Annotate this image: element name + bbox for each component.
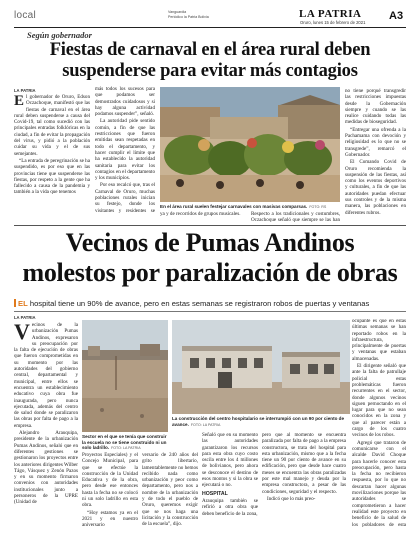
deck-rule (14, 311, 406, 312)
story2-photo1 (82, 320, 168, 432)
story1-col1 (14, 94, 90, 214)
story2-headline (14, 228, 406, 288)
page-number: A3 (389, 10, 404, 22)
photo-credit: FOTO: LA PATRIA (111, 446, 141, 451)
story1-headline (14, 40, 406, 82)
paragraph: El dirigente señaló que ante la falta de patrullaje policial estas problemáticas fueron recurrentes en el sector, donde algunos vecinos siguen pernoctando en el lugar para que no sean conocidos en la zona y que al parecer están a cargo de los cuatro vecinos de los robos. (352, 363, 406, 439)
story2-photo2-caption (172, 416, 350, 428)
story1-col3 (160, 211, 246, 223)
paragraph: más todos los sucesos para que podamos ser demostrados cuidadosos y si hay alguna actividad podamos suspender”, señaló. (95, 86, 155, 118)
story2-drop-cap: V (14, 322, 30, 344)
story1-headline-line1: Fiestas de carnaval en el área rural deben (49, 40, 371, 60)
story1-kicker: Según gobernador (27, 30, 92, 40)
paragraph: ya y de recorridos de grupos musicales. (160, 211, 241, 217)
paragraph: Indicó que lo más preo- (267, 495, 316, 502)
empty-lot-image (82, 320, 168, 432)
paragraph: “Hoy estamos ya en el 2021 y en nuestro aniversario (82, 509, 138, 528)
story2-col3 (142, 452, 198, 528)
story1-col4 (251, 211, 340, 223)
paragraph: ocupante es que en estas últimas semanas se han reportado robos en la infraestructura, principalmente de puertas y ventanas que estaban almacenadas. (352, 318, 406, 362)
caption-text: Sector en el que se tenía que construir la escuela no se tiene construido ni un solo ladrillo. (82, 434, 167, 451)
paragraph: Agregó que trataron de comunicarse con el alcalde David Choque para hacerle conocer esta preocupación, pero hasta la fecha no recibieron respuesta, por lo que no descartan hacer algunas movilizaciones porque las autoridades se comprometieron a hacer realidad este proyecto en beneficio de la salud de los pobladores de esta (352, 439, 406, 528)
paragraph: Señaló que en su momento las autoridades garantizaron los recursos para esta obra cuyo costo oscila entre los 4 millones de bolivianos, pero ahora se desconoce el destino de esos montos y si la obra se ejecutará o no. (202, 432, 258, 489)
paragraph: La autoridad pide sentido común, a fin de que las restricciones que fueron emitidas sean respetadas en todo el departamento, y hacer cumplir el límite que ha establecido la autoridad sanitaria para evitar los contagios en el departamento y los municipios. (95, 118, 155, 182)
photo-credit: FOTO: RS (309, 205, 327, 209)
story1-photo-caption (160, 204, 340, 211)
newspaper-logo: LA PATRIA (299, 8, 362, 20)
story2-col1 (14, 322, 78, 526)
story2-photo2 (172, 320, 350, 414)
section-label: local (14, 10, 37, 21)
caption-text: En el área rural suelen festejar carnavales con masivas comparsas. (160, 204, 308, 209)
paragraph: Arauquipa también se refirió a otra obra que deben beneficio de la zona, (202, 497, 258, 517)
paragraph: no tiene porqué transgredir las restricciones impuestas desde la Gobernación siempre y cuando se las realice cuidando todas las medidas de bioseguridad. (345, 88, 406, 126)
story-divider (14, 225, 406, 226)
carnival-crowd-image (160, 87, 340, 202)
story1-col2 (95, 86, 155, 214)
story2-col6 (352, 318, 406, 528)
paragraph: l gobernador de Oruro, Edson Oczachoque, manifestó que las fiestas de carnaval en el área rural deben suspenderse a causa del Covid-19, tal como sucedió con las principales entradas folklóricas en la ciudad, a fin de evitar la propagación del virus, y pidió a la población cuidar su vida y el de sus semejantes. (14, 94, 90, 157)
paragraph: versario de 240 años del grito libertario, lamentablemente no hemos recibido nada como urbanización y peor como departamento, pero nos a nombre de la urbanización y de todo el pueblo de Oruro, queremos exigir que se nos haga una licitación y la construcción de la escuela”, dijo. (142, 452, 198, 528)
paragraph: “Entregar una ofrenda a la Pachamama con devoción y religiosidad es lo que no se transgrede”, remarcó el Gobernador. (345, 126, 406, 158)
story1-byline: LA PATRIA (14, 88, 36, 93)
story2-deck (14, 299, 409, 308)
paragraph: ecinos de la urbanización Pumas Andinos, expresaron su preocupación por la falta de ejecución de obras que fueron comprometidas en su momento por las autoridades del gobierno central, departamental y municipal, entre ellos se encuentra un establecimiento educativo cuya obra fue inaugurada, pero nunca ejecutada, además del centro de salud donde se paralizaron las obras por falta de pago a la empresa. (14, 322, 78, 429)
deck-text: hospital tiene un 90% de avance, pero en estas semanas se registraron robos de puertas y ventanas (29, 299, 370, 308)
deck-label: EL (18, 299, 28, 308)
deck-marker (14, 299, 16, 307)
caption-text: La construcción del centro hospitalario se interrumpió con un 90 por ciento de avance. (172, 416, 345, 427)
header-tagline-1: Vanguardia (168, 10, 187, 14)
story1-col5 (345, 88, 406, 222)
story2-photo1-caption (82, 434, 168, 452)
story2-headline-line1: Vecinos de Pumas Andinos (65, 228, 355, 257)
paragraph: Proyectos Especiales) y el Concejo Municipal, para que se efectúe la construcción de la Unidad Educativa y de la obra, pero desde ese entonces hasta la fecha no se colocó ni un solo ladrillo en esta obra. (82, 452, 138, 509)
story2-headline-line2: molestos por paralización de obras (22, 258, 398, 287)
header-date: Oruro, lunes 15 de febrero de 2021 (300, 20, 366, 25)
paragraph: pero que al momento se encuentra paralizada por falta de pago a la empresa constructora, se trata del hospital para esta urbanización, mismo que a la fecha tiene un 90 por ciento de avance en su edificación, pero que desde hace cuatro meses se encuentra las obras paralizadas por este mal manejo y deuda por la empresa constructora, a pesar de las condiciones, seguridad y el respecto. (262, 432, 346, 495)
paragraph: El Comando Covid de Oruro recomienda la suspensión de las fiestas, así como los eventos deportivos y culturales, a fin de que las autoridades puedan efectuar sus controles y de la misma manera, las poblaciones en diferentes rubros. (345, 159, 406, 216)
paragraph: “La entrada de peregrinación se ha suspendido, es por eso que en las provincias tiene que suspenderse las fiestas, por respeto a la gente que ha fallecido a causa de la pandemia y también a la vida que tenemos (14, 157, 90, 196)
story2-byline: LA PATRIA (14, 315, 36, 320)
paragraph: Por eso recalcó que, tras el Carnaval de Oruro, muchas poblaciones rurales inician su festejo, donde los visitantes y residentes se (95, 182, 155, 214)
story1-drop-cap: E (14, 94, 25, 109)
story2-col2 (82, 452, 138, 528)
story2-col4 (202, 432, 258, 528)
story2-col5 (262, 432, 346, 528)
story2-subhead: HOSPITAL (202, 490, 228, 497)
photo-credit: FOTO: LA PATRIA (190, 422, 221, 427)
story1-photo (160, 87, 340, 202)
story1-headline-line2: suspenderse para evitar más contagios (62, 61, 358, 81)
hospital-building-image (172, 320, 350, 414)
paragraph: Respecto a los tradicionales y costumbres, Oczachoque señaló que siempre se las han (251, 211, 340, 223)
header-rule (14, 27, 406, 28)
header-tagline-2: Periódico la Patria Bolivia (168, 15, 209, 19)
paragraph: Alejandro Arauquipa, presidente de la urbanización Pumas Andinos, señaló que en diferentes gestiones se gestionaron los proyectos entre los anteriores dirigentes Wilber Tágo, Vásquez y Zenón Pazos y en su momento firmaron convenios con autoridades institucionales junto a personeros de la UPRE (Unidad de (14, 430, 78, 506)
